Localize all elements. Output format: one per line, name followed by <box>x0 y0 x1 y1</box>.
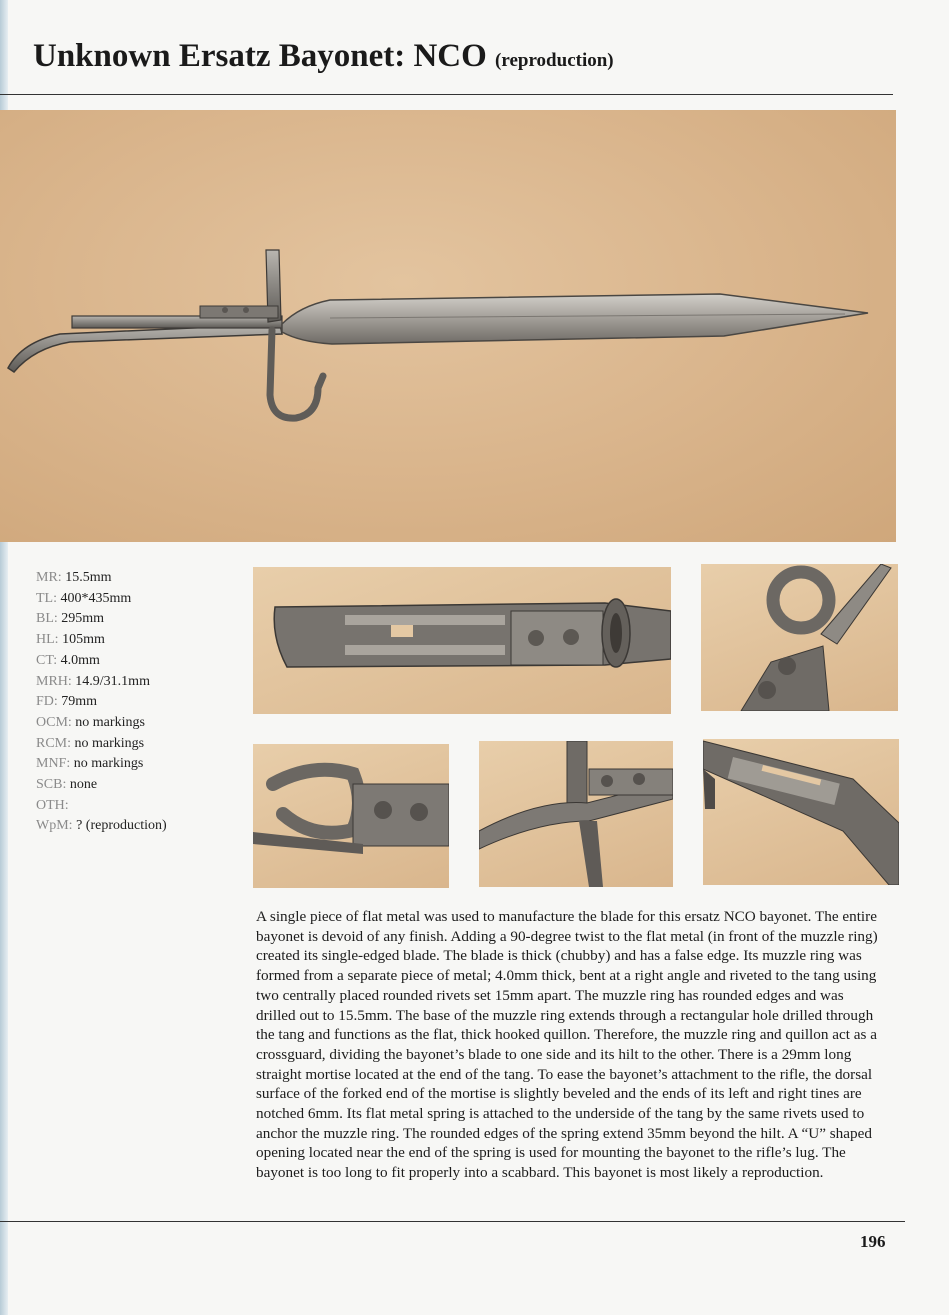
spec-value: no markings <box>73 756 144 772</box>
bayonet-illustration <box>0 110 896 542</box>
spec-item <box>36 651 167 672</box>
spec-value: no markings <box>74 735 145 751</box>
spec-item <box>36 589 167 610</box>
spec-value: none <box>69 777 98 793</box>
spec-item <box>36 816 167 837</box>
spec-key: WpM: <box>36 818 73 834</box>
description-paragraph: A single piece of flat metal was used to manufacture the blade for this ersatz NCO bayonet. The entire bayonet is devoid of any finish. Adding a 90-degree twist to the flat metal (in front of the muzzle ring) created its single-edged blade. The blade is thick (chubby) and has a false edge. Its muzzle ring was formed from a separate piece of metal; 4.0mm thick, bent at a right angle and riveted to the tang using two centrally placed rounded rivets set 15mm apart. The muzzle ring has rounded edges and was drilled out to 15.5mm. The base of the muzzle ring extends through a rectangular hole drilled through the tang and functions as the flat, thick hooked quillon. Therefore, the muzzle ring and quillon act as a crossguard, dividing the bayonet’s blade to one side and its hilt to the other. There is a 29mm long straight mortise located at the end of the tang. To ease the bayonet’s attachment to the rifle, the dorsal surface of the forked end of the mortise is slightly beveled and the ends of its left and right tines are notched 6mm. Its flat metal spring is attached to the underside of the tang by the same rivets used to anchor the muzzle ring. The rounded edges of the spring extend 35mm beyond the hilt. A “U” shaped opening located near the end of the spring is used for mounting the bayonet to the rifle’s lug. The bayonet is too long to fit properly into a scabbard. This bayonet is most likely a reproduction. <box>256 908 878 1182</box>
spec-key: HL: <box>36 632 59 648</box>
spec-item <box>36 713 167 734</box>
spec-key: OCM: <box>36 714 72 730</box>
spec-value: no markings <box>75 714 145 730</box>
title-text: Unknown Ersatz Bayonet: NCO <box>33 38 487 74</box>
page-number: 196 <box>860 1232 886 1251</box>
spec-key: FD: <box>36 694 58 710</box>
spec-value: 295mm <box>61 611 105 627</box>
spec-key: RCM: <box>36 735 72 751</box>
spec-item <box>36 630 167 651</box>
detail-photo-hook <box>253 744 449 888</box>
main-bayonet-photo <box>0 110 896 542</box>
spec-value: 4.0mm <box>60 652 100 668</box>
title-subtitle: (reproduction) <box>495 50 614 71</box>
detail-photo-crossguard <box>479 741 673 887</box>
spec-item <box>36 568 167 589</box>
spec-value: 14.9/31.1mm <box>75 673 150 689</box>
spec-item <box>36 754 167 775</box>
spec-item <box>36 796 167 817</box>
page-title <box>33 38 614 75</box>
detail-photo-tang <box>253 567 671 714</box>
spec-item <box>36 775 167 796</box>
spec-key: MRH: <box>36 673 72 689</box>
spec-key: BL: <box>36 611 58 627</box>
detail-photo-muzzle-ring <box>701 564 898 711</box>
spec-value: ? (reproduction) <box>76 818 167 834</box>
spec-item <box>36 692 167 713</box>
spec-value: 15.5mm <box>65 570 112 585</box>
spec-value: 105mm <box>62 632 105 648</box>
spec-key: OTH: <box>36 797 69 813</box>
spec-value: 400*435mm <box>60 590 132 606</box>
header-rule <box>0 94 893 95</box>
spec-key: CT: <box>36 652 58 668</box>
spec-list <box>36 568 167 837</box>
spec-value: 79mm <box>61 694 98 710</box>
spec-key: SCB: <box>36 777 67 793</box>
spec-key: MR: <box>36 570 62 585</box>
detail-photo-mortise <box>703 739 899 885</box>
spec-item <box>36 672 167 693</box>
spec-item <box>36 734 167 755</box>
spec-item <box>36 609 167 630</box>
spec-key: MNF: <box>36 756 71 772</box>
spec-key: TL: <box>36 590 57 606</box>
footer-rule <box>0 1221 905 1222</box>
